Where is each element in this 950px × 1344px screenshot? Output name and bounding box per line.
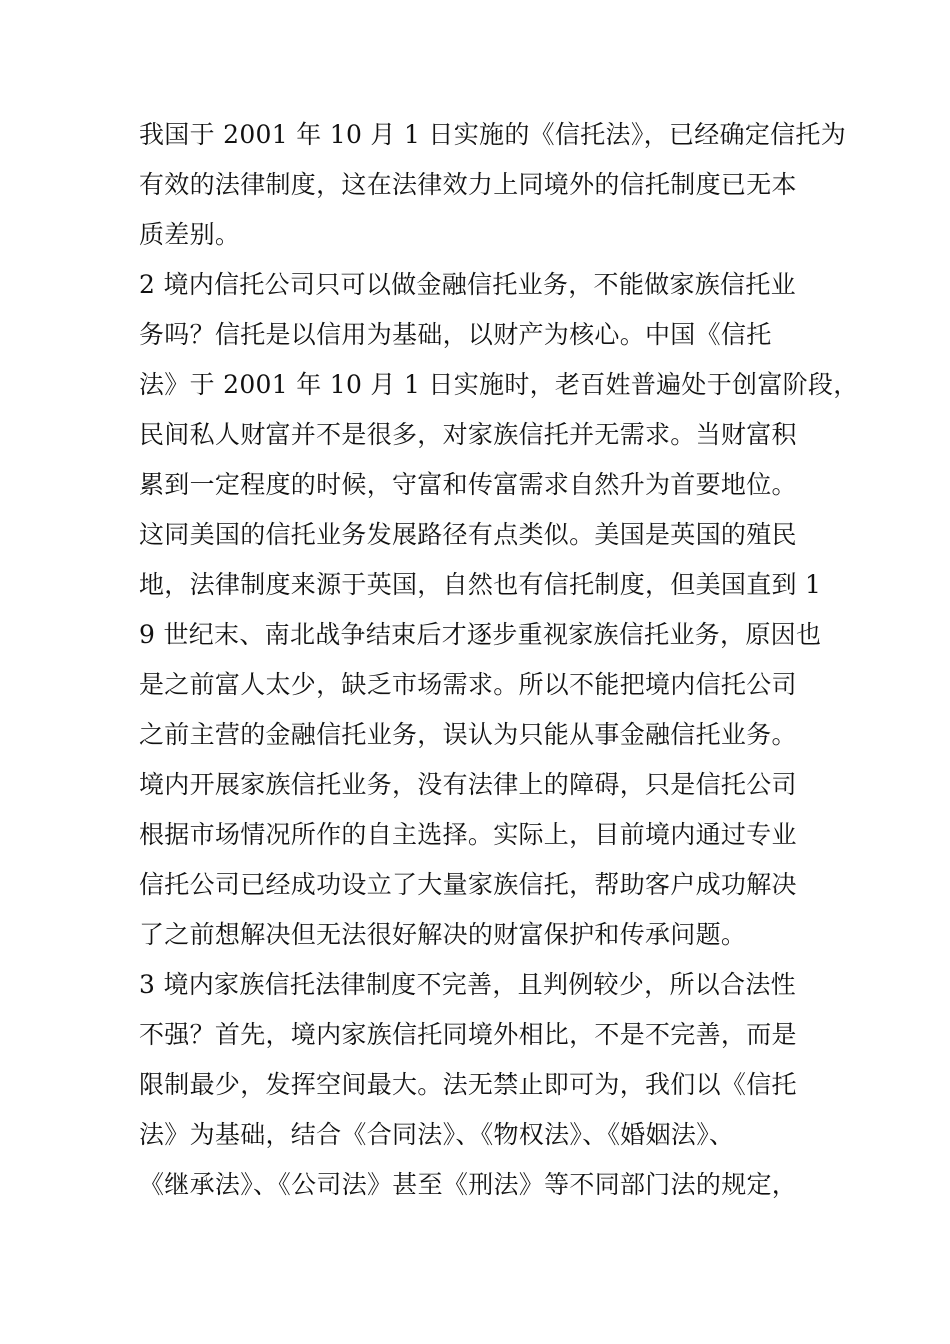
text-line: 地，法律制度来源于英国，自然也有信托制度，但美国直到 1 <box>139 570 822 599</box>
text-line: 了之前想解决但无法很好解决的财富保护和传承问题。 <box>139 920 747 949</box>
text-line: 法》为基础，结合《合同法》、《物权法》、《婚姻法》、 <box>139 1120 735 1149</box>
text-line: 我国于 2001 年 10 月 1 日实施的《信托法》，已经确定信托为 <box>139 120 847 149</box>
text-line: 务吗？信托是以信用为基础，以财产为核心。中国《信托 <box>139 320 772 349</box>
text-line: 有效的法律制度，这在法律效力上同境外的信托制度已无本 <box>139 170 797 199</box>
text-line: 累到一定程度的时候，守富和传富需求自然升为首要地位。 <box>139 470 797 499</box>
text-line: 《继承法》、《公司法》甚至《刑法》等不同部门法的规定， <box>139 1170 798 1199</box>
text-line: 9 世纪末、南北战争结束后才逐步重视家族信托业务，原因也 <box>139 620 822 649</box>
text-line: 限制最少，发挥空间最大。法无禁止即可为，我们以《信托 <box>139 1070 797 1099</box>
text-line: 3 境内家族信托法律制度不完善，且判例较少，所以合法性 <box>139 970 796 999</box>
text-line: 之前主营的金融信托业务，误认为只能从事金融信托业务。 <box>139 720 797 749</box>
text-line: 法》于 2001 年 10 月 1 日实施时，老百姓普遍处于创富阶段， <box>139 370 859 399</box>
text-line: 这同美国的信托业务发展路径有点类似。美国是英国的殖民 <box>139 520 797 549</box>
text-line: 质差别。 <box>139 220 241 249</box>
text-line: 境内开展家族信托业务，没有法律上的障碍，只是信托公司 <box>139 770 797 799</box>
text-line: 信托公司已经成功设立了大量家族信托，帮助客户成功解决 <box>139 870 797 899</box>
text-line: 民间私人财富并不是很多，对家族信托并无需求。当财富积 <box>139 420 797 449</box>
body-text <box>139 110 859 1210</box>
text-line: 根据市场情况所作的自主选择。实际上，目前境内通过专业 <box>139 820 797 849</box>
text-line: 不强？首先，境内家族信托同境外相比，不是不完善，而是 <box>139 1020 797 1049</box>
text-line: 是之前富人太少，缺乏市场需求。所以不能把境内信托公司 <box>139 670 797 699</box>
text-line: 2 境内信托公司只可以做金融信托业务，不能做家族信托业 <box>139 270 796 299</box>
